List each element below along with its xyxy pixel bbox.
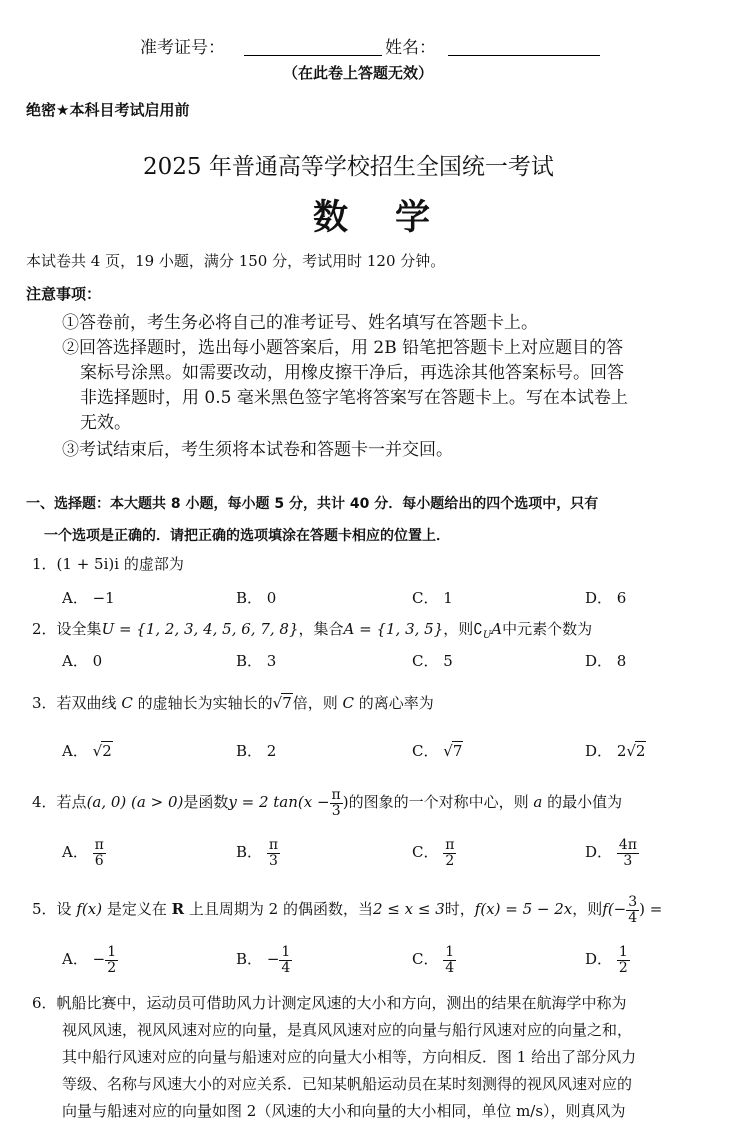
q1-option-a[interactable]: A． −1	[62, 589, 115, 607]
q5-text-4: 时，	[444, 900, 475, 919]
name-field[interactable]	[448, 36, 600, 56]
q4-b-den: 3	[268, 852, 278, 869]
q2-universal-set: U = {1, 2, 3, 4, 5, 6, 7, 8}	[101, 620, 299, 638]
q3-option-c[interactable]	[412, 740, 463, 761]
question-3	[32, 692, 434, 713]
q3-text-4: 的离心率为	[358, 694, 434, 712]
q3-a-label: A．	[62, 742, 88, 760]
q5-ask-post: ) =	[639, 900, 663, 919]
q3-d-value: 2	[635, 742, 646, 760]
q4-option-b[interactable]	[236, 838, 280, 868]
q5-c-den: 4	[445, 959, 455, 976]
question-6	[32, 992, 627, 1013]
q5-ask-pre: f(−	[602, 900, 627, 919]
q4-b-num: π	[268, 837, 279, 853]
q4-text-4: 的最小值为	[547, 793, 623, 812]
q4-text-1: 若点	[56, 793, 87, 812]
q5-definition: f(x) = 5 − 2x	[474, 900, 573, 919]
q1-option-b[interactable]: B． 0	[236, 589, 277, 607]
q3-number: 3．	[32, 694, 57, 712]
q4-c-label: C．	[412, 843, 439, 862]
q3-text-3: 倍，则	[292, 694, 338, 712]
q4-c-den: 2	[445, 852, 455, 869]
q5-number: 5．	[32, 900, 57, 919]
q5-d-den: 2	[618, 959, 628, 976]
question-1	[32, 553, 184, 574]
q2-option-b[interactable]: B． 3	[236, 652, 277, 670]
q6-number: 6．	[32, 994, 57, 1012]
question-4	[32, 788, 622, 818]
q5-text-2: 是定义在	[106, 900, 167, 919]
subject-title: 数 学	[313, 198, 437, 238]
q2-number: 2．	[32, 620, 57, 638]
q5-text-1: 设	[56, 900, 72, 919]
q5-option-c[interactable]	[412, 945, 456, 975]
q6-line-3: 其中船行风速对应的向量与船速对应的向量大小相等，方向相反．图 1 给出了部分风力	[62, 1048, 637, 1066]
q3-option-d[interactable]	[585, 740, 646, 761]
invalid-note: （在此卷上答题无效）	[283, 64, 434, 82]
q4-d-den: 3	[623, 852, 633, 869]
q5-ask-den: 4	[628, 909, 638, 926]
section-1-heading: 一、选择题：本大题共 8 小题，每小题 5 分，共计 40 分．每小题给出的四个选项中，只有	[26, 496, 599, 512]
q1-option-d[interactable]: D． 6	[585, 589, 627, 607]
q5-ask-fraction	[626, 895, 639, 925]
notice-item-2-line4: 无效。	[80, 413, 131, 433]
q3-text-1: 若双曲线	[56, 694, 117, 712]
q4-c-fraction	[443, 838, 456, 868]
notice-item-2-line2: 案标号涂黑。如需要改动，用橡皮擦干净后，再选涂其他答案标号。回答	[80, 363, 624, 383]
q2-complement-sub: U	[482, 630, 492, 641]
q5-c-num: 1	[445, 944, 455, 960]
q3-d-sqrt-sign: √	[626, 742, 636, 760]
q5-a-den: 2	[107, 959, 117, 976]
exam-id-label: 准考证号：	[140, 38, 225, 58]
question-2	[32, 618, 592, 641]
q3-d-label: D．	[585, 742, 613, 760]
q4-option-a[interactable]	[62, 838, 106, 868]
q4-a-den: 6	[94, 852, 104, 869]
q4-text-3: 的图象的一个对称中心，则	[348, 793, 529, 812]
q6-line-5: 向量与船速对应的向量如图 2（风速的大小和向量的大小相同，单位 m/s），则真风为	[62, 1102, 626, 1120]
exam-title: 2025 年普通高等学校招生全国统一考试	[143, 154, 554, 180]
q5-c-fraction	[443, 945, 456, 975]
q4-text-2: 是函数	[183, 793, 229, 812]
q5-option-d[interactable]	[585, 945, 630, 975]
q5-b-den: 4	[281, 959, 291, 976]
q2-set-a: A = {1, 3, 5}	[343, 620, 444, 638]
notice-heading: 注意事项：	[26, 285, 102, 303]
q2-option-c[interactable]: C． 5	[412, 652, 453, 670]
q4-number: 4．	[32, 793, 57, 812]
q5-text-5: ，则	[572, 900, 603, 919]
q5-fx: f(x)	[76, 900, 103, 919]
q2-text-2: ，集合	[298, 620, 344, 638]
q6-line-4: 等级、名称与风速大小的对应关系．已知某帆船运动员在某时刻测得的视风风速对应的	[62, 1075, 633, 1093]
q4-point: (a, 0) (a > 0)	[86, 793, 184, 812]
q5-option-a[interactable]	[62, 945, 118, 975]
q2-text-1: 设全集	[56, 620, 102, 638]
q4-d-label: D．	[585, 843, 613, 862]
q3-a-sqrt-sign: √	[92, 742, 103, 760]
notice-item-2-line3: 非选择题时，用 0.5 毫米黑色签字笔将答案写在答题卡上。写在本试卷上	[80, 388, 628, 408]
q4-b-label: B．	[236, 843, 263, 862]
q3-text-2: 的虚轴长为实轴长的	[137, 694, 273, 712]
secret-mark: 绝密★本科目考试启用前	[26, 101, 190, 119]
q4-a-num: π	[94, 837, 104, 853]
q3-c-sqrt-sign: √	[443, 742, 453, 760]
q3-curve-c2: C	[342, 694, 355, 712]
q4-d-fraction	[617, 838, 639, 868]
q5-d-num: 1	[618, 944, 628, 960]
q4-b-fraction	[267, 838, 280, 868]
q5-a-fraction	[105, 945, 118, 975]
exam-id-field[interactable]	[244, 36, 382, 56]
question-5	[32, 895, 662, 925]
q5-reals: R	[171, 900, 185, 919]
q5-range: 2 ≤ x ≤ 3	[372, 900, 445, 919]
q3-option-a[interactable]	[62, 740, 113, 761]
q4-func-post: )	[342, 793, 349, 812]
q3-a-value: 2	[102, 742, 112, 760]
q1-option-c[interactable]: C． 1	[412, 589, 453, 607]
q5-b-fraction	[279, 945, 292, 975]
q2-option-d[interactable]: D． 8	[585, 652, 627, 670]
q5-ask-num: 3	[628, 894, 638, 910]
section-1-heading-line2: 一个选项是正确的．请把正确的选项填涂在答题卡相应的位置上．	[44, 528, 450, 544]
q4-var-a: a	[533, 793, 543, 812]
q5-b-label: B．	[236, 950, 263, 969]
q4-c-num: π	[445, 837, 455, 853]
q3-sqrt-sign: √	[272, 694, 283, 712]
notice-item-1: ①答卷前，考生务必将自己的准考证号、姓名填写在答题卡上。	[62, 313, 538, 333]
q3-c-value: 7	[452, 742, 463, 760]
q1-text: 的虚部为	[119, 555, 184, 573]
q5-d-label: D．	[585, 950, 613, 969]
intro: 本试卷共 4 页，19 小题，满分 150 分，考试用时 120 分钟。	[26, 252, 446, 270]
q5-c-label: C．	[412, 950, 439, 969]
q4-func-pi: π	[331, 787, 341, 803]
q3-d-coef: 2	[616, 742, 627, 760]
q4-option-d[interactable]	[585, 838, 639, 868]
q1-expr: (1 + 5i)i	[56, 555, 120, 573]
q4-a-label: A．	[62, 843, 88, 862]
notice-item-2-line1: ②回答选择题时，选出每小题答案后，用 2B 铅笔把答题卡上对应题目的答	[62, 338, 624, 358]
q5-b-num: 1	[281, 944, 291, 960]
q2-complement-symbol: ∁	[473, 620, 483, 638]
q5-a-num: 1	[107, 944, 117, 960]
q5-text-3: 上且周期为 2 的偶函数，当	[188, 900, 373, 919]
q4-func-pre: y = 2 tan(x −	[228, 793, 330, 812]
q5-b-sign: −	[266, 950, 280, 969]
q5-option-b[interactable]	[236, 945, 292, 975]
q4-a-fraction	[93, 838, 106, 868]
q4-d-num: 4π	[618, 837, 637, 853]
q5-d-fraction	[617, 945, 630, 975]
q5-a-sign: −	[92, 950, 106, 969]
q1-number: 1．	[32, 555, 57, 573]
q4-func-fraction	[330, 788, 343, 818]
q2-complement-a: A	[491, 620, 503, 638]
q3-c-label: C．	[412, 742, 439, 760]
q4-option-c[interactable]	[412, 838, 456, 868]
q6-line-2: 视风风速，视风风速对应的向量，是真风风速对应的向量与船行风速对应的向量之和，	[62, 1021, 633, 1039]
name-label: 姓名：	[385, 38, 436, 58]
q3-option-b[interactable]: B． 2	[236, 742, 277, 760]
q3-curve-c: C	[121, 694, 133, 712]
q5-a-label: A．	[62, 950, 88, 969]
q3-sqrt-value: 7	[282, 694, 292, 712]
q2-option-a[interactable]: A． 0	[62, 652, 103, 670]
q6-line-1: 帆船比赛中，运动员可借助风力计测定风速的大小和方向，测出的结果在航海学中称为	[56, 994, 627, 1012]
q4-func-three: 3	[331, 802, 341, 819]
notice-item-3: ③考试结束后，考生须将本试卷和答题卡一并交回。	[62, 440, 453, 460]
q2-text-3: ，则	[443, 620, 474, 638]
q2-text-4: 中元素个数为	[502, 620, 593, 638]
